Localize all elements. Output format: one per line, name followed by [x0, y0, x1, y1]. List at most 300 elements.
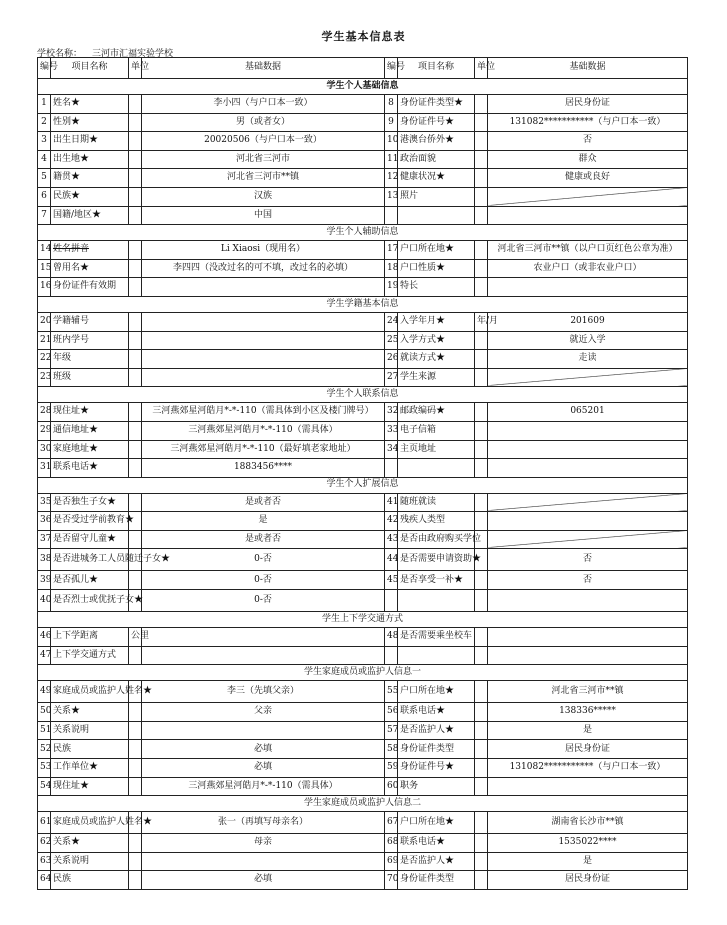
row-number: 26 [385, 350, 398, 369]
field-label [398, 590, 475, 612]
field-value: 农业户口（或非农业户口） [488, 259, 688, 278]
field-unit [475, 132, 488, 151]
row-number: 39 [38, 571, 51, 590]
field-unit [475, 777, 488, 796]
field-unit [129, 187, 142, 206]
table-row [38, 331, 688, 350]
row-number: 18 [385, 259, 398, 278]
header-no: 编号 [385, 58, 398, 79]
row-number: 41 [385, 493, 398, 512]
field-value [142, 646, 385, 665]
field-unit [475, 150, 488, 169]
field-value [488, 459, 688, 478]
field-label: 港澳台侨外★ [398, 132, 475, 151]
field-unit [475, 440, 488, 459]
field-value: 走读 [488, 350, 688, 369]
row-number: 60 [385, 777, 398, 796]
field-value: 131082***********（与户口本一致） [488, 113, 688, 132]
field-unit [475, 571, 488, 590]
field-unit [129, 834, 142, 853]
field-value: 三河燕郊星河皓月*-*-110（需具体） [142, 777, 385, 796]
row-number: 35 [38, 493, 51, 512]
field-label: 联系电话★ [51, 459, 129, 478]
field-value [488, 187, 688, 206]
row-number: 29 [38, 421, 51, 440]
row-number: 52 [38, 740, 51, 759]
field-unit [129, 150, 142, 169]
field-label: 邮政编码★ [398, 403, 475, 422]
field-label: 特长 [398, 278, 475, 297]
field-value [488, 440, 688, 459]
field-unit [129, 459, 142, 478]
field-unit [129, 259, 142, 278]
field-value [142, 350, 385, 369]
field-value: 1535022**** [488, 834, 688, 853]
field-unit [129, 403, 142, 422]
field-label: 关系★ [51, 703, 129, 722]
field-value: 健康或良好 [488, 169, 688, 188]
field-value: 男（或者女） [142, 113, 385, 132]
field-value [488, 206, 688, 225]
field-value: 河北省三河市**镇 [142, 169, 385, 188]
table-row [38, 241, 688, 260]
field-label: 是否进城务工人员随迁子女★ [51, 549, 129, 571]
header-row [38, 58, 688, 79]
section-row [38, 225, 688, 241]
field-label: 是否由政府购买学位 [398, 530, 475, 549]
field-unit [475, 350, 488, 369]
field-label: 籍贯★ [51, 169, 129, 188]
table-row [38, 459, 688, 478]
row-number: 58 [385, 740, 398, 759]
field-label: 户口性质★ [398, 259, 475, 278]
table-row [38, 421, 688, 440]
field-value: 居民身份证 [488, 740, 688, 759]
row-number: 16 [38, 278, 51, 297]
field-value: 汉族 [142, 187, 385, 206]
field-value [142, 331, 385, 350]
field-value: Li Xiaosi（现用名） [142, 241, 385, 260]
row-number: 68 [385, 834, 398, 853]
field-value: 河北省三河市**镇（以户口页红色公章为准） [488, 241, 688, 260]
field-unit [129, 571, 142, 590]
section-row [38, 296, 688, 312]
table-row [38, 549, 688, 571]
row-number: 47 [38, 646, 51, 665]
field-label: 姓名拼音 [51, 241, 129, 260]
field-value [488, 278, 688, 297]
field-value: 湖南省长沙市**镇 [488, 812, 688, 834]
field-unit [475, 241, 488, 260]
field-unit [475, 421, 488, 440]
row-number: 9 [385, 113, 398, 132]
row-number: 19 [385, 278, 398, 297]
field-unit [129, 646, 142, 665]
field-value: 0-否 [142, 571, 385, 590]
field-label: 户口所在地★ [398, 812, 475, 834]
field-label: 曾用名★ [51, 259, 129, 278]
field-label: 民族 [51, 871, 129, 890]
field-value: 李四四（没改过名的可不填，改过名的必填） [142, 259, 385, 278]
field-label: 班级 [51, 368, 129, 387]
field-value: 20020506（与户口本一致） [142, 132, 385, 151]
field-label: 是否监护人★ [398, 721, 475, 740]
field-value: 否 [488, 571, 688, 590]
form-title: 学生基本信息表 [321, 30, 406, 43]
field-unit [475, 169, 488, 188]
field-unit [475, 95, 488, 114]
field-unit [475, 703, 488, 722]
field-value: 母亲 [142, 834, 385, 853]
school-label: 学校名称： [37, 49, 83, 59]
field-value: 否 [488, 132, 688, 151]
section-title: 学生个人基础信息 [38, 79, 688, 95]
row-number: 25 [385, 331, 398, 350]
row-number: 22 [38, 350, 51, 369]
field-unit [129, 368, 142, 387]
field-label: 是否享受一补★ [398, 571, 475, 590]
table-row [38, 777, 688, 796]
field-value [488, 368, 688, 387]
table-row [38, 132, 688, 151]
header-data: 基础数据 [142, 58, 385, 79]
field-label: 就读方式★ [398, 350, 475, 369]
row-number: 14 [38, 241, 51, 260]
field-unit [129, 740, 142, 759]
section-row [38, 796, 688, 812]
field-unit [129, 312, 142, 331]
field-unit [129, 113, 142, 132]
row-number: 21 [38, 331, 51, 350]
field-label: 家庭地址★ [51, 440, 129, 459]
row-number: 59 [385, 759, 398, 778]
field-value: 居民身份证 [488, 95, 688, 114]
field-unit [129, 871, 142, 890]
row-number: 63 [38, 852, 51, 871]
field-unit [475, 278, 488, 297]
field-unit [129, 703, 142, 722]
field-value: 是 [488, 852, 688, 871]
field-value [142, 368, 385, 387]
field-unit [475, 852, 488, 871]
field-label: 是否烈士或优抚子女★ [51, 590, 129, 612]
header-item: 项目名称 [398, 58, 475, 79]
section-title: 学生个人扩展信息 [38, 477, 688, 493]
field-unit [475, 628, 488, 647]
table-row [38, 312, 688, 331]
field-unit [129, 777, 142, 796]
table-row [38, 571, 688, 590]
table-row [38, 590, 688, 612]
row-number [385, 646, 398, 665]
row-number: 12 [385, 169, 398, 188]
row-number: 11 [385, 150, 398, 169]
row-number: 24 [385, 312, 398, 331]
table-row [38, 403, 688, 422]
table-row [38, 512, 688, 531]
field-label: 家庭成员或监护人姓名★ [51, 812, 129, 834]
table-row [38, 759, 688, 778]
field-label: 入学方式★ [398, 331, 475, 350]
row-number [385, 206, 398, 225]
field-label: 身份证件号★ [398, 759, 475, 778]
field-label: 是否监护人★ [398, 852, 475, 871]
field-label: 户口所在地★ [398, 681, 475, 703]
field-value: 必填 [142, 740, 385, 759]
field-label: 身份证件类型 [398, 740, 475, 759]
field-label: 关系说明 [51, 721, 129, 740]
field-value: 是或者否 [142, 493, 385, 512]
table-row [38, 368, 688, 387]
row-number: 46 [38, 628, 51, 647]
field-value: 河北省三河市 [142, 150, 385, 169]
row-number: 20 [38, 312, 51, 331]
row-number: 31 [38, 459, 51, 478]
field-label: 职务 [398, 777, 475, 796]
row-number: 69 [385, 852, 398, 871]
field-unit [129, 241, 142, 260]
school-name: 三河市汇福实验学校 [92, 49, 174, 59]
field-unit [475, 812, 488, 834]
table-row [38, 721, 688, 740]
field-label: 户口所在地★ [398, 241, 475, 260]
row-number: 51 [38, 721, 51, 740]
field-value [488, 590, 688, 612]
section-row [38, 79, 688, 95]
field-label: 性别★ [51, 113, 129, 132]
field-unit [129, 132, 142, 151]
row-number: 1 [38, 95, 51, 114]
section-title: 学生上下学交通方式 [38, 612, 688, 628]
field-value: 201609 [488, 312, 688, 331]
field-unit [475, 871, 488, 890]
field-label: 身份证件类型★ [398, 95, 475, 114]
field-value: 父亲 [142, 703, 385, 722]
section-title: 学生个人联系信息 [38, 387, 688, 403]
header-unit: 单位 [129, 58, 142, 79]
field-unit: 年/月 [475, 312, 488, 331]
field-unit [475, 646, 488, 665]
field-label: 是否留守儿童★ [51, 530, 129, 549]
field-label: 通信地址★ [51, 421, 129, 440]
field-label: 现住址★ [51, 403, 129, 422]
field-label: 随班就读 [398, 493, 475, 512]
table-row [38, 493, 688, 512]
row-number: 55 [385, 681, 398, 703]
field-unit [129, 493, 142, 512]
row-number: 32 [385, 403, 398, 422]
field-unit [475, 331, 488, 350]
row-number: 53 [38, 759, 51, 778]
field-label: 学生来源 [398, 368, 475, 387]
field-value [488, 777, 688, 796]
field-value: 李三（先填父亲） [142, 681, 385, 703]
field-label: 身份证件号★ [398, 113, 475, 132]
table-row [38, 259, 688, 278]
field-label: 现住址★ [51, 777, 129, 796]
field-value: 否 [488, 549, 688, 571]
field-label: 民族 [51, 740, 129, 759]
field-value [488, 421, 688, 440]
field-value: 三河燕郊星河皓月*-*-110（需具体到小区及楼门牌号） [142, 403, 385, 422]
row-number: 36 [38, 512, 51, 531]
field-label: 健康状况★ [398, 169, 475, 188]
field-value: 必填 [142, 759, 385, 778]
field-unit [129, 421, 142, 440]
table-row [38, 740, 688, 759]
field-unit [475, 512, 488, 531]
field-value: 1883456**** [142, 459, 385, 478]
row-number: 48 [385, 628, 398, 647]
table-row [38, 206, 688, 225]
row-number: 30 [38, 440, 51, 459]
field-value [488, 512, 688, 531]
field-unit [475, 740, 488, 759]
table-row [38, 681, 688, 703]
row-number: 28 [38, 403, 51, 422]
row-number: 42 [385, 512, 398, 531]
field-value: 张一（再填写母亲名） [142, 812, 385, 834]
field-unit [129, 759, 142, 778]
row-number: 27 [385, 368, 398, 387]
field-value: 群众 [488, 150, 688, 169]
field-label: 是否受过学前教育★ [51, 512, 129, 531]
section-title: 学生家庭成员或监护人信息一 [38, 665, 688, 681]
field-unit [475, 206, 488, 225]
field-value: 必填 [142, 871, 385, 890]
field-label: 主页地址 [398, 440, 475, 459]
field-value: 河北省三河市**镇 [488, 681, 688, 703]
row-number: 45 [385, 571, 398, 590]
header-unit: 单位 [475, 58, 488, 79]
row-number: 10 [385, 132, 398, 151]
field-value [142, 628, 385, 647]
field-value: 居民身份证 [488, 871, 688, 890]
field-label: 民族★ [51, 187, 129, 206]
row-number: 44 [385, 549, 398, 571]
field-label [398, 459, 475, 478]
row-number: 7 [38, 206, 51, 225]
field-value [142, 721, 385, 740]
field-value: 0-否 [142, 549, 385, 571]
field-label: 家庭成员或监护人姓名★ [51, 681, 129, 703]
field-unit: 公里 [129, 628, 142, 647]
field-unit [475, 834, 488, 853]
table-row [38, 169, 688, 188]
field-value: 是 [488, 721, 688, 740]
field-unit [129, 350, 142, 369]
row-number: 2 [38, 113, 51, 132]
field-label: 学籍辅号 [51, 312, 129, 331]
table-row [38, 703, 688, 722]
row-number: 34 [385, 440, 398, 459]
section-title: 学生个人辅助信息 [38, 225, 688, 241]
field-label: 国籍/地区★ [51, 206, 129, 225]
field-label: 电子信箱 [398, 421, 475, 440]
field-value [488, 646, 688, 665]
field-label: 联系电话★ [398, 834, 475, 853]
field-value [142, 278, 385, 297]
field-unit [475, 113, 488, 132]
field-unit [475, 759, 488, 778]
field-value: 0-否 [142, 590, 385, 612]
field-label: 是否需要申请资助★ [398, 549, 475, 571]
table-row [38, 628, 688, 647]
field-label [398, 646, 475, 665]
field-value [488, 493, 688, 512]
field-value [488, 628, 688, 647]
row-number: 15 [38, 259, 51, 278]
row-number [385, 459, 398, 478]
row-number: 6 [38, 187, 51, 206]
field-label [398, 206, 475, 225]
row-number: 8 [385, 95, 398, 114]
field-unit [475, 459, 488, 478]
field-unit [475, 187, 488, 206]
field-value [142, 312, 385, 331]
field-unit [129, 206, 142, 225]
row-number: 43 [385, 530, 398, 549]
row-number: 62 [38, 834, 51, 853]
section-row [38, 477, 688, 493]
field-label: 联系电话★ [398, 703, 475, 722]
field-value: 065201 [488, 403, 688, 422]
field-label: 残疾人类型 [398, 512, 475, 531]
table-row [38, 440, 688, 459]
table-row [38, 852, 688, 871]
field-label: 身份证件类型 [398, 871, 475, 890]
field-label: 关系说明 [51, 852, 129, 871]
row-number: 50 [38, 703, 51, 722]
row-number: 3 [38, 132, 51, 151]
field-value: 就近入学 [488, 331, 688, 350]
student-info-table [37, 57, 688, 890]
field-value: 131082***********（与户口本一致） [488, 759, 688, 778]
field-label: 上下学距离 [51, 628, 129, 647]
field-value: 138336***** [488, 703, 688, 722]
section-row [38, 612, 688, 628]
field-unit [129, 852, 142, 871]
field-label: 是否独生子女★ [51, 493, 129, 512]
row-number: 54 [38, 777, 51, 796]
row-number: 13 [385, 187, 398, 206]
row-number: 70 [385, 871, 398, 890]
row-number: 33 [385, 421, 398, 440]
field-label: 出生地★ [51, 150, 129, 169]
field-unit [475, 681, 488, 703]
row-number: 64 [38, 871, 51, 890]
field-value [142, 852, 385, 871]
field-value: 李小四（与户口本一致） [142, 95, 385, 114]
field-unit [475, 259, 488, 278]
field-unit [129, 721, 142, 740]
field-value: 中国 [142, 206, 385, 225]
field-unit [475, 368, 488, 387]
field-label: 出生日期★ [51, 132, 129, 151]
row-number: 61 [38, 812, 51, 834]
table-row [38, 278, 688, 297]
field-unit [129, 530, 142, 549]
row-number: 4 [38, 150, 51, 169]
field-unit [129, 331, 142, 350]
field-label: 班内学号 [51, 331, 129, 350]
field-label: 工作单位★ [51, 759, 129, 778]
row-number: 38 [38, 549, 51, 571]
section-title: 学生学籍基本信息 [38, 296, 688, 312]
field-value: 是或者否 [142, 530, 385, 549]
field-label: 照片 [398, 187, 475, 206]
header-data: 基础数据 [488, 58, 688, 79]
